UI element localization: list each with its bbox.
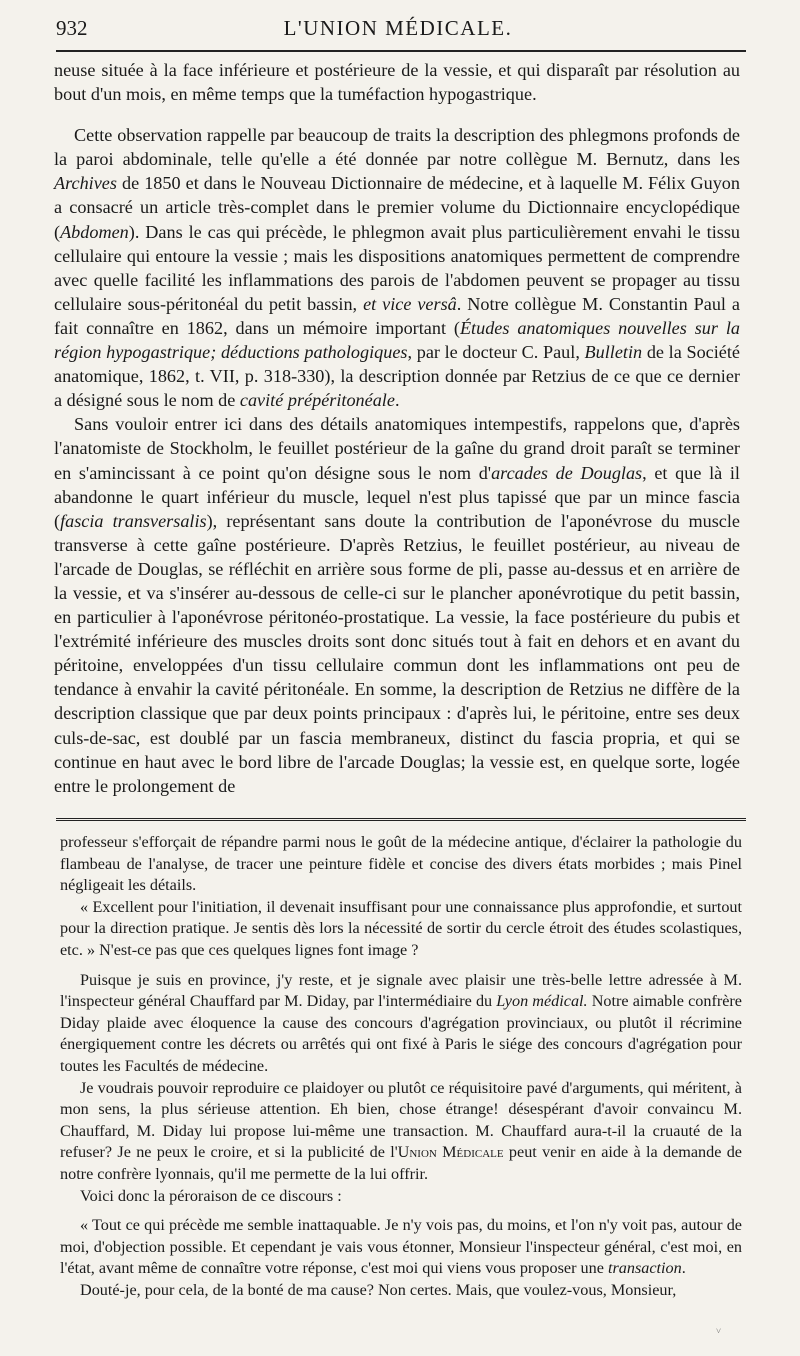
- text-run: Cette observation rappelle par beaucoup de traits la description des phlegmons profonds de la paroi abdominale, telle qu'elle a été donnée par notre collègue M. Bernutz, dans les: [54, 125, 740, 170]
- text-run: . Notre collègue M. Constantin Paul a fait connaître en 1862, dans un mémoire important (: [54, 293, 740, 338]
- italic-run: arcades de Douglas: [491, 462, 643, 483]
- text-run: Sans vouloir entrer ici dans des détails anatomiques intempestifs, rappelons que, d'après l'anatomiste de Stockholm, le feuillet postérieur de la gaîne du grand droit paraît se terminer en s'amincissant à ce point qu'on désigne sous le nom d': [54, 414, 740, 483]
- main-article: [54, 58, 740, 798]
- journal-title: L'UNION MÉDICALE.: [283, 16, 513, 40]
- feuilleton-paragraph-6: [60, 1215, 742, 1280]
- main-paragraph-2: [54, 123, 740, 412]
- print-mark: ˅: [716, 1326, 722, 1336]
- italic-run: transaction: [607, 1259, 682, 1278]
- italic-run: Lyon médical.: [496, 992, 588, 1011]
- italic-run: Études anatomiques nouvelles sur la région hypogastrique; déductions pathologiques: [54, 317, 740, 363]
- italic-run: Abdomen: [60, 221, 129, 242]
- text-run: Notre aimable confrère Diday plaide avec éloquence la cause des concours d'agrégation provinciaux, ou plutôt il récrimine énergiquement contre les décrets ou arrêtés qui ont fixé à Paris le siége des concours d'agrégation pour toutes les Facultés de médecine.: [60, 992, 742, 1075]
- italic-run: Bulletin: [584, 342, 643, 363]
- text-run: Je voudrais pouvoir reproduire ce plaidoyer ou plutôt ce réquisitoire pavé d'arguments, qui méritent, à mon sens, la plus sérieuse attention. Eh bien, chose étrange! désespérant d'avoir convaincu M. Chauffard, M. Diday lui propose lui-même une transaction. M. Chauffard aura-t-il la cruauté de la refuser? Je ne peux le croire, et si la publicité de l': [60, 1078, 742, 1162]
- text-run: de la Société anatomique, 1862, t. VII, p. 318-330), la description donnée par Retzius de ce que ce dernier a désigné sous le nom de: [54, 342, 740, 411]
- text-run: .: [394, 390, 400, 411]
- text-run: de 1850 et dans le Nouveau Dictionnaire de médecine, et à laquelle M. Félix Guyon a consacré un article très-complet dans le premier volume du Dictionnaire encyclopédique (: [54, 173, 740, 242]
- feuilleton-paragraph-3: [60, 970, 742, 1078]
- header-rule: [56, 50, 746, 52]
- feuilleton-paragraph-5: Voici donc la péroraison de ce discours :: [80, 1186, 342, 1205]
- italic-run: fascia transversalis: [60, 510, 207, 531]
- small-caps-run: Union Médicale: [397, 1143, 504, 1162]
- text-run: Puisque je suis en province, j'y reste, et je signale avec plaisir une très-belle lettre adressée à M. l'inspecteur général Chauffard par M. Diday, par l'intermédiaire du: [60, 970, 742, 1011]
- feuilleton-paragraph-4: [60, 1078, 742, 1186]
- text-run: , et que là il abandonne le quart inférieur du muscle, lequel n'est plus tapissé que par un mince fascia (: [54, 462, 740, 531]
- italic-run: et vice versâ: [363, 293, 457, 314]
- main-paragraph-3: [54, 412, 740, 798]
- italic-run: cavité prépéritonéale: [239, 390, 395, 411]
- feuilleton-divider: [56, 818, 746, 823]
- feuilleton-section: [60, 832, 742, 1301]
- text-run: ). Dans le cas qui précède, le phlegmon avait plus particulièrement envahi le tissu cellulaire qui entoure la vessie ; mais les dispositions anatomiques permettent de comprendre avec quelle facilité les inflammations des parois de l'abdomen peuvent se propager au tissu cellulaire sous-péritonéal du petit bassin,: [54, 221, 740, 314]
- text-run: , par le docteur C. Paul,: [407, 342, 585, 363]
- text-run: « Tout ce qui précède me semble inattaquable. Je n'y vois pas, du moins, et l'on n'y voit pas, autour de moi, d'objection possible. Et cependant je vais vous étonner, Monsieur l'inspecteur général, c'est moi, en l'état, avant même de connaître votre réponse, c'est moi qui viens vous proposer une: [60, 1216, 742, 1278]
- feuilleton-paragraph-7: Douté-je, pour cela, de la bonté de ma cause? Non certes. Mais, que voulez-vous, Monsieur,: [80, 1280, 677, 1299]
- page-number: 932: [56, 16, 88, 40]
- italic-run: Archives: [54, 173, 117, 194]
- feuilleton-paragraph-2: « Excellent pour l'initiation, il devenait insuffisant pour une connaissance plus approfondie, et surtout pour la direction pratique. Je sentis dès lors la nécessité de sortir du cercle étroit des études scolastiques, etc. » N'est-ce pas que ces quelques lignes font image ?: [60, 897, 742, 959]
- text-run: .: [681, 1259, 686, 1278]
- feuilleton-paragraph-1: professeur s'efforçait de répandre parmi nous le goût de la médecine antique, d'éclairer la pathologie du flambeau de l'analyse, de tracer une peinture fidèle et concise des divers états morbides ; mais Pinel négligeait les détails.: [60, 833, 742, 895]
- running-header: [56, 14, 740, 44]
- main-paragraph-1: neuse située à la face inférieure et postérieure de la vessie, et qui disparaît par résolution au bout d'un mois, en même temps que la tuméfaction hypogastrique.: [54, 60, 740, 105]
- text-run: peut venir en aide à la demande de notre confrère lyonnais, qu'il me permette de la lui offrir.: [60, 1143, 742, 1183]
- text-run: ), représentant sans doute la contribution de l'aponévrose du muscle transverse à cette gaîne postérieure. D'après Retzius, le feuillet postérieur, au niveau de l'arcade de Douglas, se réfléchit en arrière sous forme de pli, passe au-dessus et en arrière de la vessie, et va s'insérer au-dessous de celle-ci sur le plancher aponévrotique du petit bassin, en particulier à l'aponévrose péritonéo-prostatique. La vessie, la face postérieure du pubis et l'extrémité inférieure des muscles droits sont donc situés tout à fait en dehors et en avant du péritoine, enveloppées d'un tissu cellulaire commun dont les inflammations ont peu de tendance à envahir la cavité péritonéale. En somme, la description de Retzius ne diffère de la description classique que par deux points principaux : d'après lui, le péritoine, entre ses deux culs-de-sac, est doublé par un fascia membraneux, distinct du fascia propria, et qui se continue en haut avec le bord libre de l'arcade Douglas; la vessie est, en quelque sorte, logée entre le prolongement de: [54, 510, 740, 796]
